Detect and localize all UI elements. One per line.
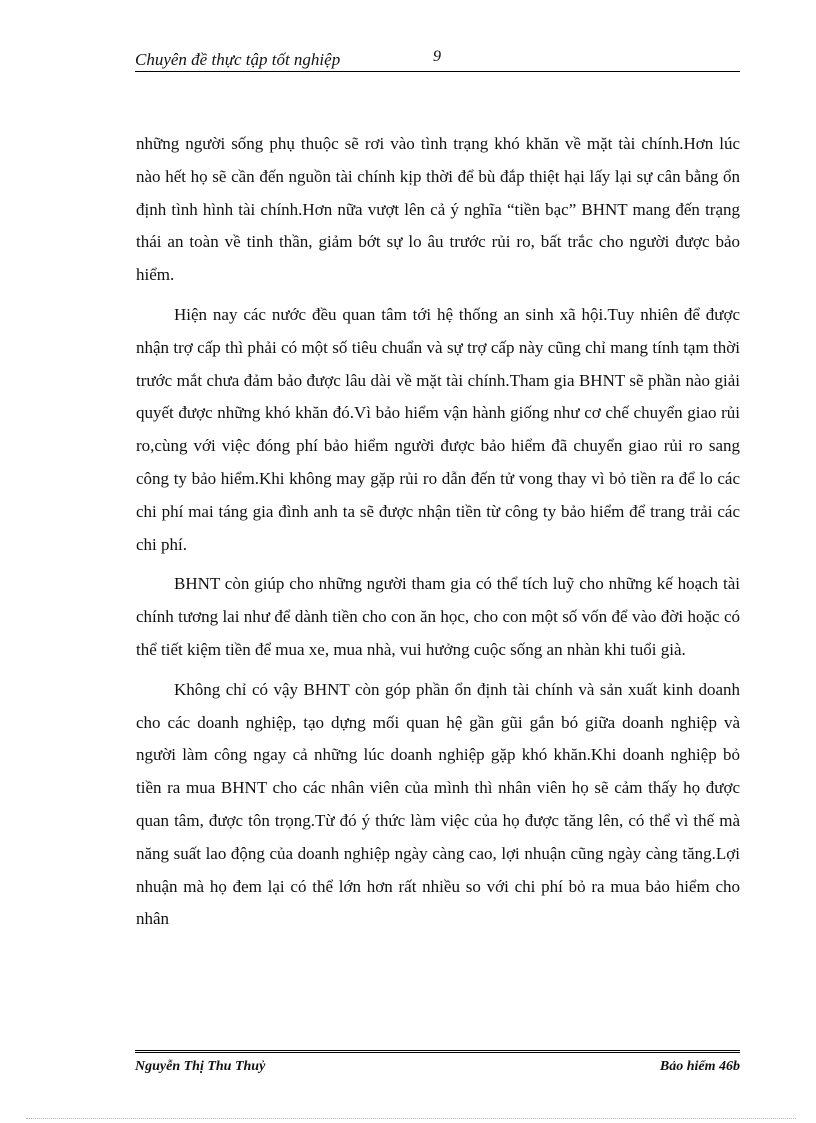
page-bottom-edge: [26, 1118, 796, 1119]
page-footer: [135, 1050, 740, 1080]
paragraph-continued: những người sống phụ thuộc sẽ rơi vào tình trạng khó khăn về mặt tài chính.Hơn lúc nào hết họ sẽ cần đến nguồn tài chính kịp thời để bù đắp thiệt hại lấy lại sự cân bằng ổn định tình hình tài chính.Hơn nữa vượt lên cả ý nghĩa “tiền bạc” BHNT mang đến trạng thái an toàn về tinh thần, giảm bớt sự lo âu trước rủi ro, bất trắc cho người được bảo hiểm.: [136, 134, 740, 285]
paragraph-business-stability: Không chỉ có vậy BHNT còn góp phần ổn định tài chính và sản xuất kinh doanh cho các doanh nghiệp, tạo dựng mối quan hệ gần gũi gắn bó giữa doanh nghiệp và người làm công ngay cả những lúc doanh nghiệp gặp khó khăn.Khi doanh nghiệp bỏ tiền ra mua BHNT cho các nhân viên của mình thì nhân viên họ sẽ cảm thấy họ được quan tâm, được tôn trọng.Từ đó ý thức làm việc của họ được tăng lên, có thể vì thế mà năng suất lao động của doanh nghiệp ngày càng cao, lợi nhuận cũng ngày càng tăng.Lợi nhuận mà họ đem lại có thể lớn hơn rất nhiều so với chi phí bỏ ra mua bảo hiểm cho nhân: [136, 679, 740, 929]
footer-divider: [135, 1050, 740, 1056]
paragraph-savings: BHNT còn giúp cho những người tham gia có thể tích luỹ cho những kế hoạch tài chính tương lai như để dành tiền cho con ăn học, cho con một số vốn để vào đời hoặc có thể tiết kiệm tiền để mua xe, mua nhà, vui hưởng cuộc sống an nhàn khi tuổi già.: [136, 574, 740, 659]
page-header: [135, 48, 740, 72]
footer-class: Bảo hiểm 46b: [659, 1059, 740, 1074]
footer-author: Nguyễn Thị Thu Thuỷ: [135, 1059, 266, 1074]
page-number: 9: [433, 48, 441, 65]
header-divider: [135, 71, 740, 72]
document-title: Chuyên đề thực tập tốt nghiệp: [135, 50, 341, 69]
document-body: [136, 128, 740, 936]
paragraph-social-security: Hiện nay các nước đều quan tâm tới hệ thống an sinh xã hội.Tuy nhiên để được nhận trợ cấp thì phải có một số tiêu chuẩn và sự trợ cấp này cũng chỉ mang tính tạm thời trước mắt chưa đảm bảo được lâu dài về mặt tài chính.Tham gia BHNT sẽ phần nào giải quyết được những khó khăn đó.Vì bảo hiểm vận hành giống như cơ chế chuyển giao rủi ro,cùng với việc đóng phí bảo hiểm người được bảo hiểm đã chuyển giao rủi ro sang công ty bảo hiểm.Khi không may gặp rủi ro dẫn đến tử vong thay vì bỏ tiền ra để lo các chi phí mai táng gia đình anh ta sẽ được nhận tiền từ công ty bảo hiểm để trang trải các chi phí.: [136, 304, 740, 554]
